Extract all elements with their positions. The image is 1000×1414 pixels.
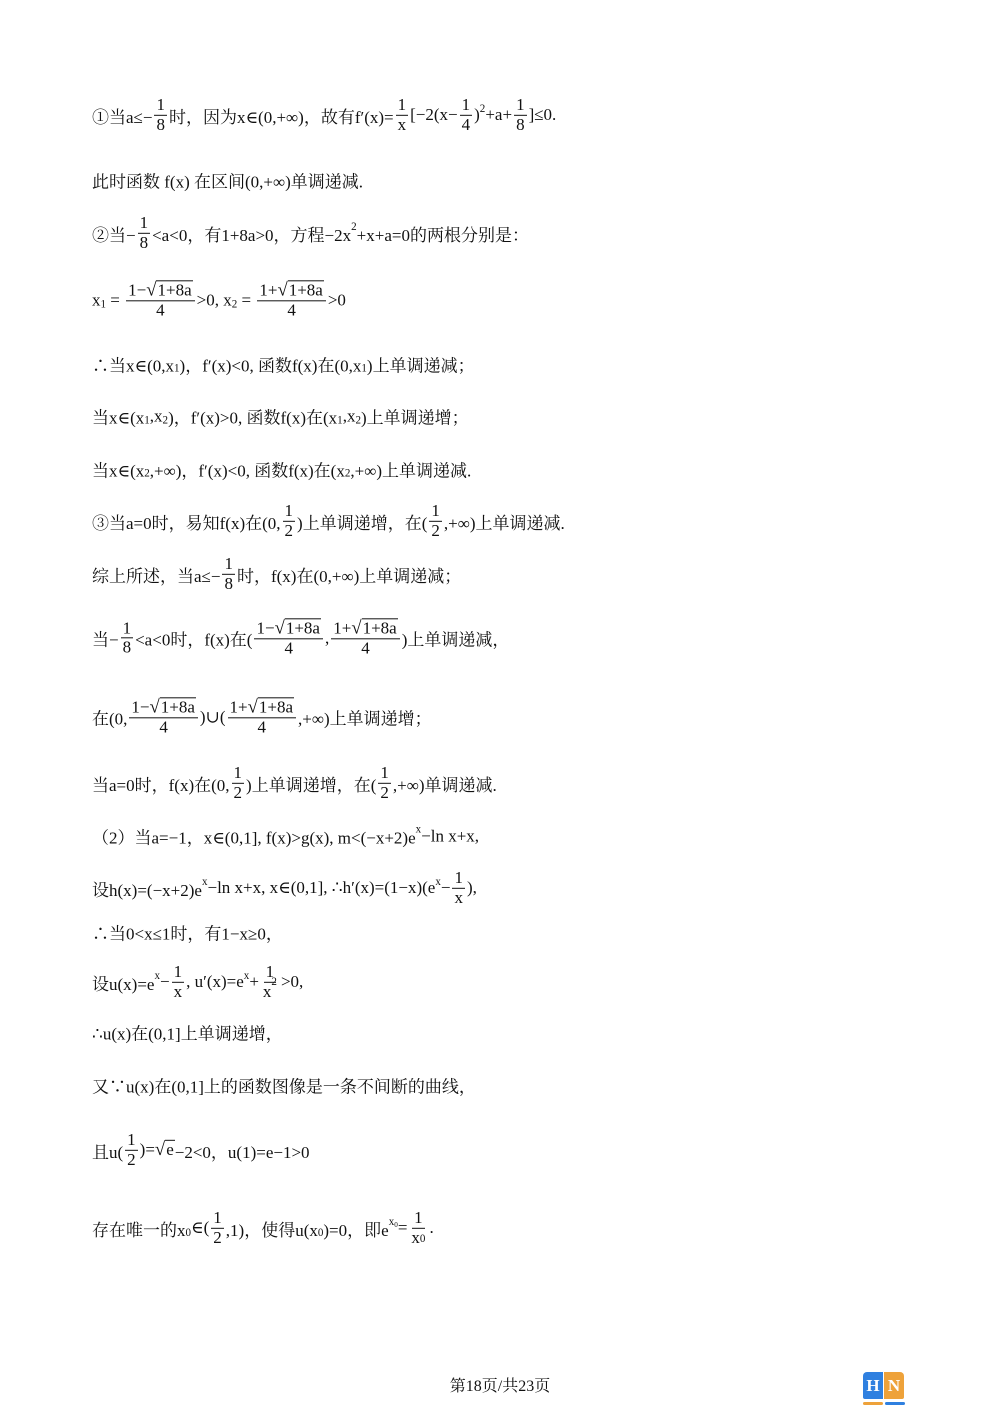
fraction-denominator bbox=[396, 116, 409, 135]
text-run: 2 bbox=[144, 467, 150, 480]
text-run: 2 bbox=[213, 1227, 222, 1247]
text-run: 又∵u(x)在(0,1]上的函数图像是一条不间断的曲线， bbox=[92, 1077, 476, 1097]
fraction-numerator bbox=[154, 96, 167, 116]
text-run: 1 bbox=[224, 553, 233, 573]
fraction-numerator bbox=[138, 214, 151, 234]
text-run: x bbox=[92, 290, 101, 309]
text-run: 1+ bbox=[229, 697, 248, 717]
text-run: 当x∈(x bbox=[92, 408, 145, 428]
text-run: 1 bbox=[127, 1129, 136, 1149]
text-run: 0 bbox=[317, 1226, 324, 1239]
text-run: 1 bbox=[173, 961, 183, 981]
text-run: + bbox=[249, 972, 259, 991]
text-run: 1 bbox=[213, 1207, 222, 1227]
fraction bbox=[283, 502, 296, 540]
subscript bbox=[361, 362, 367, 374]
text-run: −ln x+x, x∈(0,1], ∴h′(x)=(1−x)(e bbox=[207, 878, 436, 897]
superscript bbox=[202, 875, 208, 887]
radical-sign-icon: √ bbox=[277, 279, 288, 301]
text-run: 1+8a bbox=[160, 697, 195, 717]
text-run: 1 bbox=[144, 414, 150, 427]
text-run: 8 bbox=[139, 232, 149, 252]
text-run: 0 bbox=[185, 1226, 192, 1239]
text-run: 0 bbox=[419, 1232, 426, 1245]
text-run: 2 bbox=[431, 520, 440, 540]
fraction-numerator bbox=[452, 869, 465, 889]
fraction-numerator bbox=[460, 96, 473, 116]
radical-sign-icon: √ bbox=[247, 696, 258, 718]
text-run: >0, x bbox=[196, 290, 232, 309]
text-run: 1 bbox=[397, 94, 407, 114]
superscript bbox=[244, 969, 250, 981]
text-run: ②当− bbox=[92, 225, 136, 245]
text-run: 1 bbox=[380, 762, 389, 782]
fraction-numerator bbox=[514, 96, 527, 116]
text-run: 1 bbox=[414, 1207, 423, 1227]
text-run: 此时函数 f(x) 在区间(0,+∞)单调递减. bbox=[92, 172, 364, 192]
solution-line bbox=[92, 352, 475, 377]
square-root bbox=[155, 1140, 175, 1160]
solution-line bbox=[92, 764, 497, 802]
fraction bbox=[125, 1131, 138, 1169]
fraction-numerator bbox=[412, 1209, 425, 1229]
text-run: 1+ bbox=[259, 280, 278, 300]
text-run: x bbox=[454, 887, 463, 907]
text-run: +a+ bbox=[485, 105, 513, 124]
fraction bbox=[429, 502, 442, 540]
text-run: [−2(x− bbox=[410, 105, 458, 124]
subscript bbox=[163, 414, 169, 426]
text-run: 2 bbox=[355, 414, 361, 427]
text-run: 1 bbox=[361, 362, 367, 375]
fraction-numerator bbox=[211, 1209, 224, 1229]
text-run: ①当a≤− bbox=[92, 107, 153, 127]
fraction-denominator bbox=[154, 301, 167, 320]
text-run: 4 bbox=[461, 114, 471, 134]
text-run: = bbox=[237, 290, 256, 309]
fraction-numerator bbox=[429, 502, 442, 522]
text-run: 1 bbox=[461, 94, 471, 114]
text-run: 1 bbox=[284, 500, 294, 520]
text-run: 当− bbox=[92, 630, 119, 650]
fraction-numerator bbox=[129, 697, 198, 718]
text-run: 1 bbox=[139, 212, 149, 232]
solution-line bbox=[92, 1131, 310, 1169]
text-run: ∈( bbox=[191, 1218, 210, 1237]
text-run: 2 bbox=[271, 975, 277, 988]
subscript bbox=[144, 467, 150, 479]
text-run: )上单调递增，在( bbox=[297, 513, 428, 533]
fraction-numerator bbox=[121, 619, 134, 639]
solution-line bbox=[92, 697, 432, 736]
solution-line bbox=[92, 618, 509, 657]
logo-letter-h: H bbox=[863, 1372, 883, 1399]
radical-sign-icon: √ bbox=[146, 279, 157, 301]
text-run: 1− bbox=[128, 280, 147, 300]
text-run: )上单调递增； bbox=[360, 408, 469, 428]
fraction bbox=[261, 963, 279, 1001]
text-run: 1 bbox=[431, 500, 440, 520]
text-run: −ln x+x, bbox=[421, 826, 480, 845]
fraction-denominator bbox=[138, 234, 151, 253]
text-run: 4 bbox=[287, 300, 296, 319]
square-root bbox=[275, 618, 321, 638]
fraction bbox=[222, 555, 235, 593]
text-run: 4 bbox=[284, 638, 293, 657]
solution-line bbox=[92, 824, 479, 849]
superscript bbox=[154, 969, 160, 981]
text-run: 1 bbox=[516, 94, 525, 114]
text-run: )上单调递增，在( bbox=[246, 775, 377, 795]
text-run: − bbox=[440, 878, 451, 897]
text-run: ,1)，使得u(x bbox=[225, 1220, 318, 1240]
solution-line bbox=[92, 920, 283, 945]
text-run: 1 bbox=[454, 867, 463, 887]
text-run: 设u(x)=e bbox=[92, 974, 155, 994]
text-run: ,+∞)上单调递减. bbox=[350, 461, 472, 481]
fraction bbox=[121, 619, 134, 657]
text-run: 1+8a bbox=[157, 280, 192, 300]
text-run: )上单调递减， bbox=[401, 630, 510, 650]
text-run: −2<0，u(1)=e−1>0 bbox=[174, 1142, 310, 1162]
text-run: x bbox=[154, 969, 160, 982]
subscript bbox=[420, 1233, 426, 1245]
radicand bbox=[258, 697, 294, 717]
solution-line bbox=[92, 96, 556, 134]
fraction-denominator bbox=[261, 975, 279, 1002]
text-run: , u′(x)=e bbox=[186, 972, 244, 991]
text-run: 2 bbox=[479, 102, 486, 115]
text-run: 4 bbox=[156, 300, 165, 319]
solution-line bbox=[92, 1073, 476, 1098]
text-run: x bbox=[243, 969, 250, 982]
text-run: ]≤0. bbox=[528, 105, 557, 124]
logo-underline-left bbox=[863, 1402, 883, 1405]
fraction-numerator bbox=[222, 555, 235, 575]
text-run: 2 bbox=[162, 414, 169, 427]
fraction-denominator bbox=[121, 639, 134, 658]
text-run: . bbox=[429, 1218, 434, 1237]
solution-line bbox=[92, 869, 477, 907]
fraction bbox=[460, 96, 473, 134]
text-run: x bbox=[435, 875, 441, 888]
text-run: )上单调递减； bbox=[366, 356, 475, 376]
text-run: 当x∈(x bbox=[92, 461, 145, 481]
text-run: 1 bbox=[337, 414, 343, 427]
text-run: 8 bbox=[122, 637, 132, 657]
text-run: ) bbox=[474, 105, 480, 124]
text-run: 2 bbox=[233, 782, 243, 802]
text-run: 1+8a bbox=[362, 618, 397, 638]
text-run: x bbox=[397, 114, 407, 134]
text-run: ,+∞)单调递减. bbox=[392, 775, 497, 795]
radicand bbox=[156, 280, 192, 300]
text-run: 1− bbox=[256, 618, 275, 638]
text-run: 4 bbox=[361, 638, 370, 657]
text-run: >0 bbox=[327, 290, 346, 309]
solution-line bbox=[92, 1209, 434, 1247]
text-run: 1+8a bbox=[288, 280, 323, 300]
text-run: ∴u(x)在(0,1]上单调递增， bbox=[92, 1024, 283, 1044]
text-run: )=0，即e bbox=[323, 1220, 389, 1240]
text-run: x bbox=[201, 875, 208, 888]
fraction bbox=[257, 280, 326, 319]
solution-line bbox=[92, 280, 346, 319]
solution-line bbox=[92, 214, 529, 252]
text-run: ,+∞)上单调递增； bbox=[298, 709, 432, 729]
text-run: x bbox=[415, 823, 422, 836]
fraction bbox=[172, 963, 185, 1001]
fraction bbox=[228, 697, 297, 736]
fraction-denominator bbox=[409, 1229, 427, 1248]
fraction bbox=[211, 1209, 224, 1247]
text-run: 1+8a bbox=[285, 618, 320, 638]
text-run: ,x bbox=[149, 406, 163, 425]
fraction-denominator bbox=[282, 639, 295, 658]
radical-sign-icon: √ bbox=[149, 696, 160, 718]
subscript bbox=[144, 414, 150, 426]
fraction-denominator bbox=[172, 983, 185, 1002]
fraction-denominator bbox=[211, 1229, 224, 1248]
text-run: +x+a=0的两根分别是： bbox=[356, 225, 529, 245]
text-run: ), bbox=[466, 878, 477, 897]
page-number: 第18页/共23页 bbox=[449, 1378, 551, 1395]
square-root bbox=[248, 697, 294, 717]
text-run: 1 bbox=[265, 961, 275, 981]
text-run: 1 bbox=[122, 617, 132, 637]
fraction-denominator bbox=[157, 718, 170, 737]
text-run: 2 bbox=[351, 220, 357, 233]
subscript bbox=[355, 414, 361, 426]
text-run: 2 bbox=[231, 298, 238, 311]
square-root bbox=[146, 280, 192, 300]
radicand bbox=[285, 618, 321, 638]
radical-sign-icon: √ bbox=[351, 617, 362, 639]
fraction-numerator bbox=[331, 618, 400, 639]
subscript bbox=[318, 1226, 324, 1238]
fraction bbox=[452, 869, 465, 907]
fraction-numerator bbox=[378, 764, 391, 784]
text-run: 1+ bbox=[333, 618, 352, 638]
solution-line bbox=[92, 555, 461, 593]
fraction-denominator bbox=[256, 718, 269, 737]
text-run: 0 bbox=[394, 1221, 398, 1230]
fraction bbox=[126, 280, 195, 319]
text-run: − bbox=[160, 972, 170, 991]
square-root bbox=[277, 280, 323, 300]
text-run: 时，f(x)在(0,+∞)上单调递减； bbox=[236, 566, 462, 586]
superscript bbox=[416, 823, 422, 835]
superscript bbox=[435, 875, 441, 887]
text-run: 当a=0时，f(x)在(0, bbox=[92, 775, 230, 795]
text-run: = bbox=[397, 1218, 408, 1237]
fraction bbox=[378, 764, 391, 802]
radicand bbox=[288, 280, 324, 300]
fraction-numerator bbox=[125, 1131, 138, 1151]
square-root bbox=[351, 618, 397, 638]
text-run: )= bbox=[139, 1140, 155, 1159]
fraction-denominator bbox=[429, 522, 442, 541]
fraction-denominator bbox=[283, 522, 296, 541]
fraction-numerator bbox=[126, 280, 195, 301]
superscript bbox=[480, 102, 486, 114]
logo-underline-right bbox=[885, 1402, 905, 1405]
fraction-denominator bbox=[514, 116, 527, 135]
text-run: ③当a=0时，易知f(x)在(0, bbox=[92, 513, 281, 533]
text-run: x bbox=[388, 1215, 395, 1228]
fraction-numerator bbox=[172, 963, 185, 983]
fraction-denominator bbox=[222, 575, 235, 594]
text-run: 1+8a bbox=[258, 697, 293, 717]
text-run: 综上所述，当a≤− bbox=[92, 566, 221, 586]
fraction bbox=[138, 214, 151, 252]
solution-line bbox=[92, 168, 363, 193]
superscript bbox=[388, 1215, 398, 1230]
fraction-denominator bbox=[359, 639, 372, 658]
fraction-numerator bbox=[257, 280, 326, 301]
superscript bbox=[351, 220, 357, 232]
text-run: 存在唯一的x bbox=[92, 1220, 186, 1240]
text-run: 1 bbox=[156, 94, 165, 114]
text-run: 1− bbox=[131, 697, 150, 717]
text-run: 8 bbox=[224, 573, 233, 593]
text-run: （2）当a=−1，x∈(0,1], f(x)>g(x), m<(−x+2)e bbox=[92, 828, 416, 848]
subscript bbox=[174, 362, 180, 374]
text-run: e bbox=[166, 1140, 174, 1160]
text-run: 2 bbox=[284, 520, 294, 540]
text-run: <a<0，有1+8a>0，方程−2x bbox=[152, 225, 352, 245]
fraction-denominator bbox=[285, 301, 298, 320]
text-run: 且u( bbox=[92, 1142, 124, 1162]
text-run: <a<0时，f(x)在( bbox=[135, 630, 253, 650]
text-run: x bbox=[411, 1227, 420, 1247]
logo-letter-n: N bbox=[884, 1372, 904, 1399]
subscript bbox=[345, 467, 351, 479]
subscript bbox=[337, 414, 343, 426]
fraction bbox=[154, 96, 167, 134]
text-run: 4 bbox=[159, 717, 168, 736]
text-run: 8 bbox=[516, 114, 525, 134]
text-run: 2 bbox=[127, 1149, 136, 1169]
radical-sign-icon: √ bbox=[154, 1139, 166, 1161]
superscript bbox=[271, 976, 277, 988]
text-run: 2 bbox=[380, 782, 389, 802]
fraction-numerator bbox=[228, 697, 297, 718]
fraction bbox=[514, 96, 527, 134]
text-run: 1 bbox=[174, 362, 180, 375]
solution-line bbox=[92, 404, 469, 429]
text-run: ∴当x∈(0,x bbox=[92, 356, 174, 376]
fraction-denominator bbox=[378, 784, 391, 803]
fraction-denominator bbox=[232, 784, 245, 803]
solution-line bbox=[92, 1020, 283, 1045]
fraction bbox=[409, 1209, 427, 1247]
radicand bbox=[160, 697, 196, 717]
text-run: 设h(x)=(−x+2)e bbox=[92, 880, 202, 900]
fraction bbox=[232, 764, 245, 802]
text-run: )，f′(x)>0, 函数f(x)在(x bbox=[168, 408, 338, 428]
fraction-denominator bbox=[125, 1151, 138, 1170]
text-run: ∴当0<x≤1时，有1−x≥0， bbox=[92, 924, 283, 944]
subscript bbox=[232, 298, 238, 310]
text-run: 在(0, bbox=[92, 709, 128, 729]
solution-line bbox=[92, 457, 471, 482]
text-run: >0, bbox=[280, 972, 304, 991]
text-run: )∪( bbox=[199, 707, 226, 726]
fraction-denominator bbox=[452, 889, 465, 908]
subscript bbox=[186, 1226, 192, 1238]
text-run: x bbox=[173, 981, 183, 1001]
fraction-denominator bbox=[154, 116, 167, 135]
fraction-numerator bbox=[396, 96, 409, 116]
subscript bbox=[394, 1221, 398, 1229]
radicand bbox=[165, 1140, 175, 1160]
fraction-numerator bbox=[254, 618, 323, 639]
text-run: 1 bbox=[100, 298, 107, 311]
text-run: 1 bbox=[233, 762, 243, 782]
text-run: = bbox=[106, 290, 125, 309]
fraction bbox=[254, 618, 323, 657]
text-run: ,+∞)，f′(x)<0, 函数f(x)在(x bbox=[149, 461, 345, 481]
text-run: , bbox=[324, 628, 330, 647]
text-run: )，f′(x)<0, 函数f(x)在(0,x bbox=[179, 356, 362, 376]
fraction-denominator bbox=[460, 116, 473, 135]
solution-line bbox=[92, 963, 303, 1001]
square-root bbox=[150, 697, 196, 717]
fraction bbox=[129, 697, 198, 736]
text-run: ,x bbox=[342, 406, 356, 425]
subscript bbox=[101, 298, 107, 310]
text-run: 8 bbox=[156, 114, 165, 134]
text-run: x bbox=[262, 981, 272, 1001]
fraction bbox=[396, 96, 409, 134]
solution-line bbox=[92, 502, 565, 540]
radicand bbox=[362, 618, 398, 638]
hn-logo bbox=[862, 1372, 906, 1406]
text-run: 2 bbox=[344, 467, 351, 480]
fraction bbox=[331, 618, 400, 657]
text-run: ,+∞)上单调递减. bbox=[443, 513, 565, 533]
fraction-numerator bbox=[232, 764, 245, 784]
text-run: 时，因为x∈(0,+∞)，故有f′(x)= bbox=[168, 107, 394, 127]
text-run: 4 bbox=[257, 717, 266, 736]
radical-sign-icon: √ bbox=[274, 617, 285, 639]
fraction-numerator bbox=[283, 502, 296, 522]
